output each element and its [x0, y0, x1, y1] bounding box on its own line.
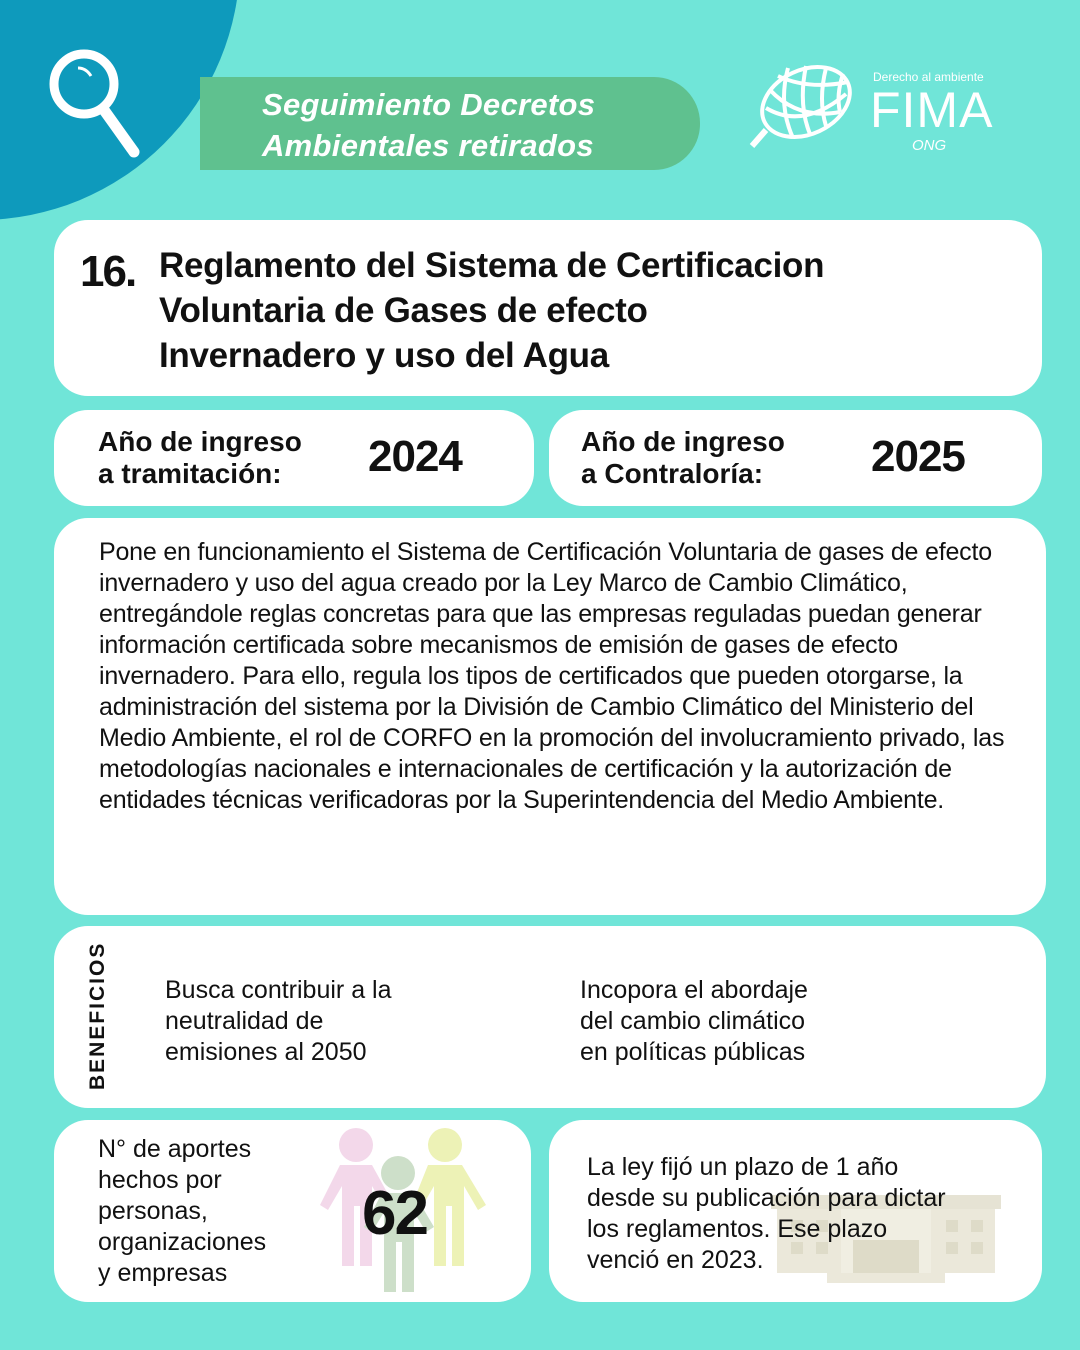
deadline-line: La ley fijó un plazo de 1 año	[587, 1153, 899, 1181]
year-label-line: a tramitación:	[98, 458, 282, 489]
contributions-line: N° de aportes	[98, 1135, 252, 1163]
decree-title-line: Invernadero y uso del Agua	[159, 336, 609, 375]
year-label-contraloria	[581, 426, 785, 490]
benefit-item	[165, 975, 392, 1068]
header-title-line1: Seguimiento Decretos	[262, 87, 596, 122]
benefit-line: en políticas públicas	[580, 1038, 806, 1066]
deadline-text	[587, 1152, 946, 1276]
contributions-line: y empresas	[98, 1259, 228, 1287]
contributions-label	[98, 1134, 266, 1289]
year-label-line: Año de ingreso	[98, 426, 302, 457]
decree-number: 16.	[80, 247, 136, 296]
header-title	[262, 84, 595, 166]
decree-title	[159, 243, 824, 378]
logo-name: FIMA	[870, 82, 994, 138]
benefit-line: neutralidad de	[165, 1007, 324, 1035]
description-text: Pone en funcionamiento el Sistema de Certificación Voluntaria de gases de efecto invernadero y uso del agua creado por la Ley Marco de Cambio Climático, entregándole reglas concretas para que las empresas reguladas puedan generar información certificada sobre mecanismos de emisión de gases de efecto invernadero. Para ello, regula los tipos de certificados que pueden otorgarse, la administración del sistema por la División de Cambio Climático del Ministerio del Medio Ambiente, el rol de CORFO en la promoción del involucramiento privado, las metodologías nacionales e internacionales de certificación y la autorización de entidades técnicas verificadoras por la Superintendencia del Medio Ambiente.	[99, 538, 1005, 814]
year-value-tramitacion: 2024	[368, 432, 462, 481]
year-label-line: a Contraloría:	[581, 458, 764, 489]
logo-suffix: ONG	[912, 137, 947, 154]
benefit-line: emisiones al 2050	[165, 1038, 367, 1066]
benefit-line: del cambio climático	[580, 1007, 806, 1035]
deadline-line: venció en 2023.	[587, 1246, 764, 1274]
deadline-line: los reglamentos. Ese plazo	[587, 1215, 888, 1243]
contributions-value: 62	[362, 1179, 427, 1248]
contributions-line: organizaciones	[98, 1228, 267, 1256]
decree-title-line: Voluntaria de Gases de efecto	[159, 291, 648, 330]
contributions-line: hechos por	[98, 1166, 222, 1194]
decree-title-line: Reglamento del Sistema de Certificacion	[159, 246, 825, 285]
contributions-line: personas,	[98, 1197, 208, 1225]
deadline-line: desde su publicación para dictar	[587, 1184, 946, 1212]
logo-tagline: Derecho al ambiente	[873, 70, 984, 84]
year-value-contraloria: 2025	[871, 432, 965, 481]
year-label-tramitacion	[98, 426, 302, 490]
magnifying-glass-icon	[46, 46, 146, 166]
leaf-net-icon	[748, 60, 858, 155]
header-title-line2: Ambientales retirados	[262, 128, 594, 163]
benefit-line: Incopora el abordaje	[580, 976, 808, 1004]
benefits-label: BENEFICIOS	[86, 941, 109, 1090]
benefit-line: Busca contribuir a la	[165, 976, 392, 1004]
benefit-item	[580, 975, 808, 1068]
year-label-line: Año de ingreso	[581, 426, 785, 457]
